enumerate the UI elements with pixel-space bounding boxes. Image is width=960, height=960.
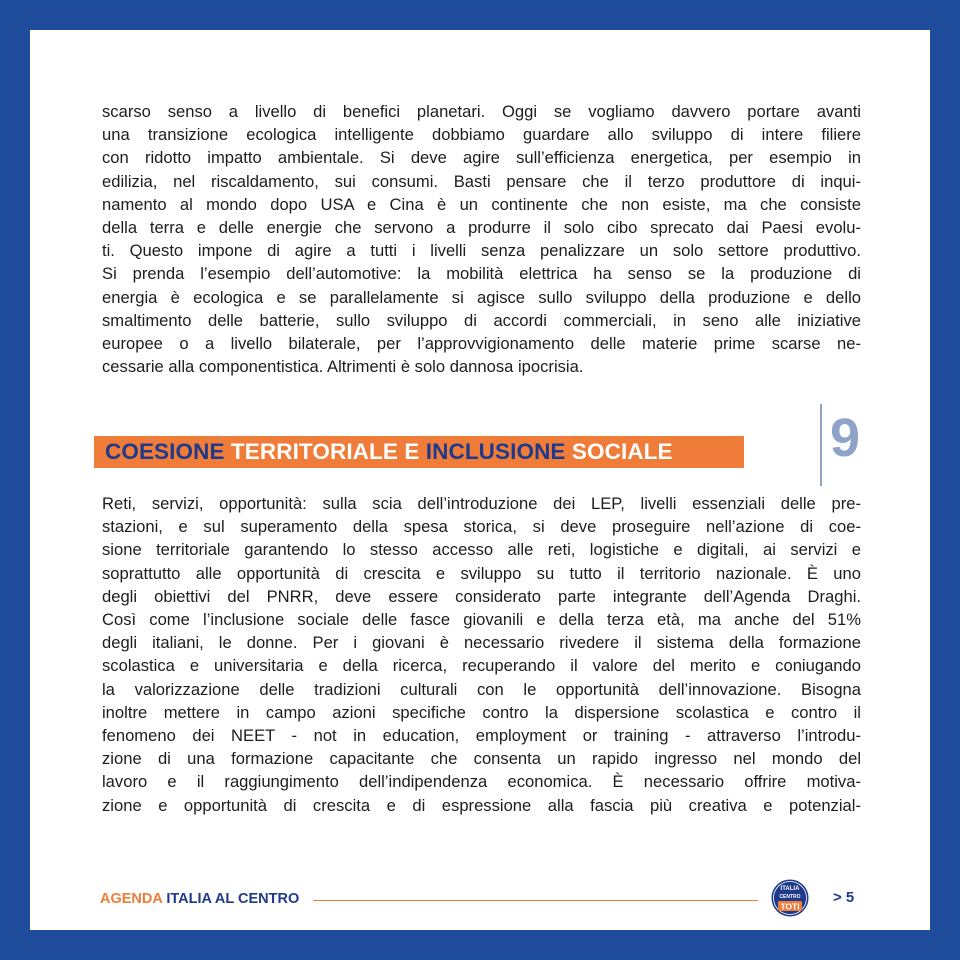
- text-line: soprattutto alle opportunità di crescita e sviluppo su tutto il territorio nazionale. È uno: [102, 563, 861, 583]
- text-line: con ridotto impatto ambientale. Si deve agire sull’efficienza energetica, per esempio in: [102, 148, 861, 168]
- text-line: smaltimento delle batterie, sullo sviluppo di accordi commerciali, in seno alle iniziative: [102, 310, 861, 330]
- text-line: fenomeno dei NEET - not in education, employment or training - attraverso l’introdu-: [102, 726, 861, 746]
- text-line: una transizione ecologica intelligente dobbiamo guardare allo sviluppo di intere filiere: [102, 125, 861, 145]
- document-page: [30, 30, 930, 930]
- logo-text-italia: ITALIA: [780, 886, 800, 892]
- text-line: degli italiani, le donne. Per i giovani è necessario rivedere il sistema della formazione: [102, 633, 861, 653]
- footer-rule: [313, 900, 758, 901]
- logo-text-toti: TOTI: [780, 901, 800, 912]
- heading-word-coesione: COESIONE: [105, 439, 225, 464]
- section-heading: [94, 436, 744, 468]
- text-line: europee o a livello bilaterale, per l’approvvigionamento delle materie prime scarse ne-: [102, 334, 861, 354]
- footer-brand-agenda: AGENDA: [100, 891, 163, 907]
- paragraph-ecological-transition: [102, 100, 861, 378]
- logo-text-centro: CENTRO: [779, 894, 801, 900]
- text-line: ti. Questo impone di agire a tutti i livelli senza penalizzare un solo settore produttivo.: [102, 241, 861, 261]
- text-line: zione e opportunità di crescita e di espressione alla fascia più creativa e potenzial-: [102, 795, 861, 815]
- heading-word-inclusione: INCLUSIONE: [425, 439, 566, 464]
- text-line: lavoro e il raggiungimento dell’indipendenza economica. È necessario offrire motiva-: [102, 772, 861, 792]
- text-line: zione di una formazione capacitante che consenta un rapido ingresso nel mondo del: [102, 749, 861, 769]
- heading-word-sociale: SOCIALE: [565, 439, 673, 464]
- text-line: energia è ecologica e se parallelamente si agisce sullo sviluppo della produzione e dello: [102, 287, 861, 307]
- text-line: namento al mondo dopo USA e Cina è un continente che non esiste, ma che consiste: [102, 194, 861, 214]
- text-line: Si prenda l’esempio dell’automotive: la mobilità elettrica ha senso se la produzione di: [102, 264, 861, 284]
- text-line: della terra e delle energie che servono a produrre il solo cibo sprecato dai Paesi evolu-: [102, 218, 861, 238]
- section-divider: [820, 404, 822, 486]
- text-line: la valorizzazione delle tradizioni culturali con le opportunità dell’innovazione. Bisogna: [102, 679, 861, 699]
- text-line: edilizia, nel riscaldamento, sui consumi. Basti pensare che il terzo produttore di inqui-: [102, 171, 861, 191]
- text-line: cessarie alla componentistica. Altrimenti è solo dannosa ipocrisia.: [102, 357, 584, 377]
- heading-word-territoriale: TERRITORIALE E: [224, 439, 426, 464]
- text-line: scarso senso a livello di benefici planetari. Oggi se vogliamo davvero portare avanti: [102, 102, 861, 121]
- text-line: stazioni, e sul superamento della spesa storica, si deve proseguire nell’azione di coe-: [102, 517, 861, 537]
- paragraph-territorial-cohesion: [102, 492, 861, 817]
- text-line: Reti, servizi, opportunità: sulla scia dell’introduzione dei LEP, livelli essenziali delle pre-: [102, 494, 861, 513]
- footer-brand: [100, 890, 299, 908]
- footer-brand-italia-al-centro: ITALIA AL CENTRO: [162, 891, 300, 907]
- page-number: > 5: [833, 889, 855, 906]
- text-line: inoltre mettere in campo azioni specifiche contro la dispersione scolastica e contro il: [102, 702, 861, 722]
- text-line: sione territoriale garantendo lo stesso accesso alle reti, logistiche e digitali, ai servizi e: [102, 540, 861, 560]
- party-logo-icon: [770, 878, 810, 918]
- text-line: degli obiettivi del PNRR, deve essere considerato parte integrante dell’Agenda Draghi.: [102, 586, 861, 606]
- section-number: 9: [830, 408, 861, 468]
- text-line: scolastica e universitaria e della ricerca, recuperando il valore del merito e coniugando: [102, 656, 861, 676]
- text-line: Così come l’inclusione sociale delle fasce giovanili e della terza età, ma anche del 51%: [102, 610, 861, 630]
